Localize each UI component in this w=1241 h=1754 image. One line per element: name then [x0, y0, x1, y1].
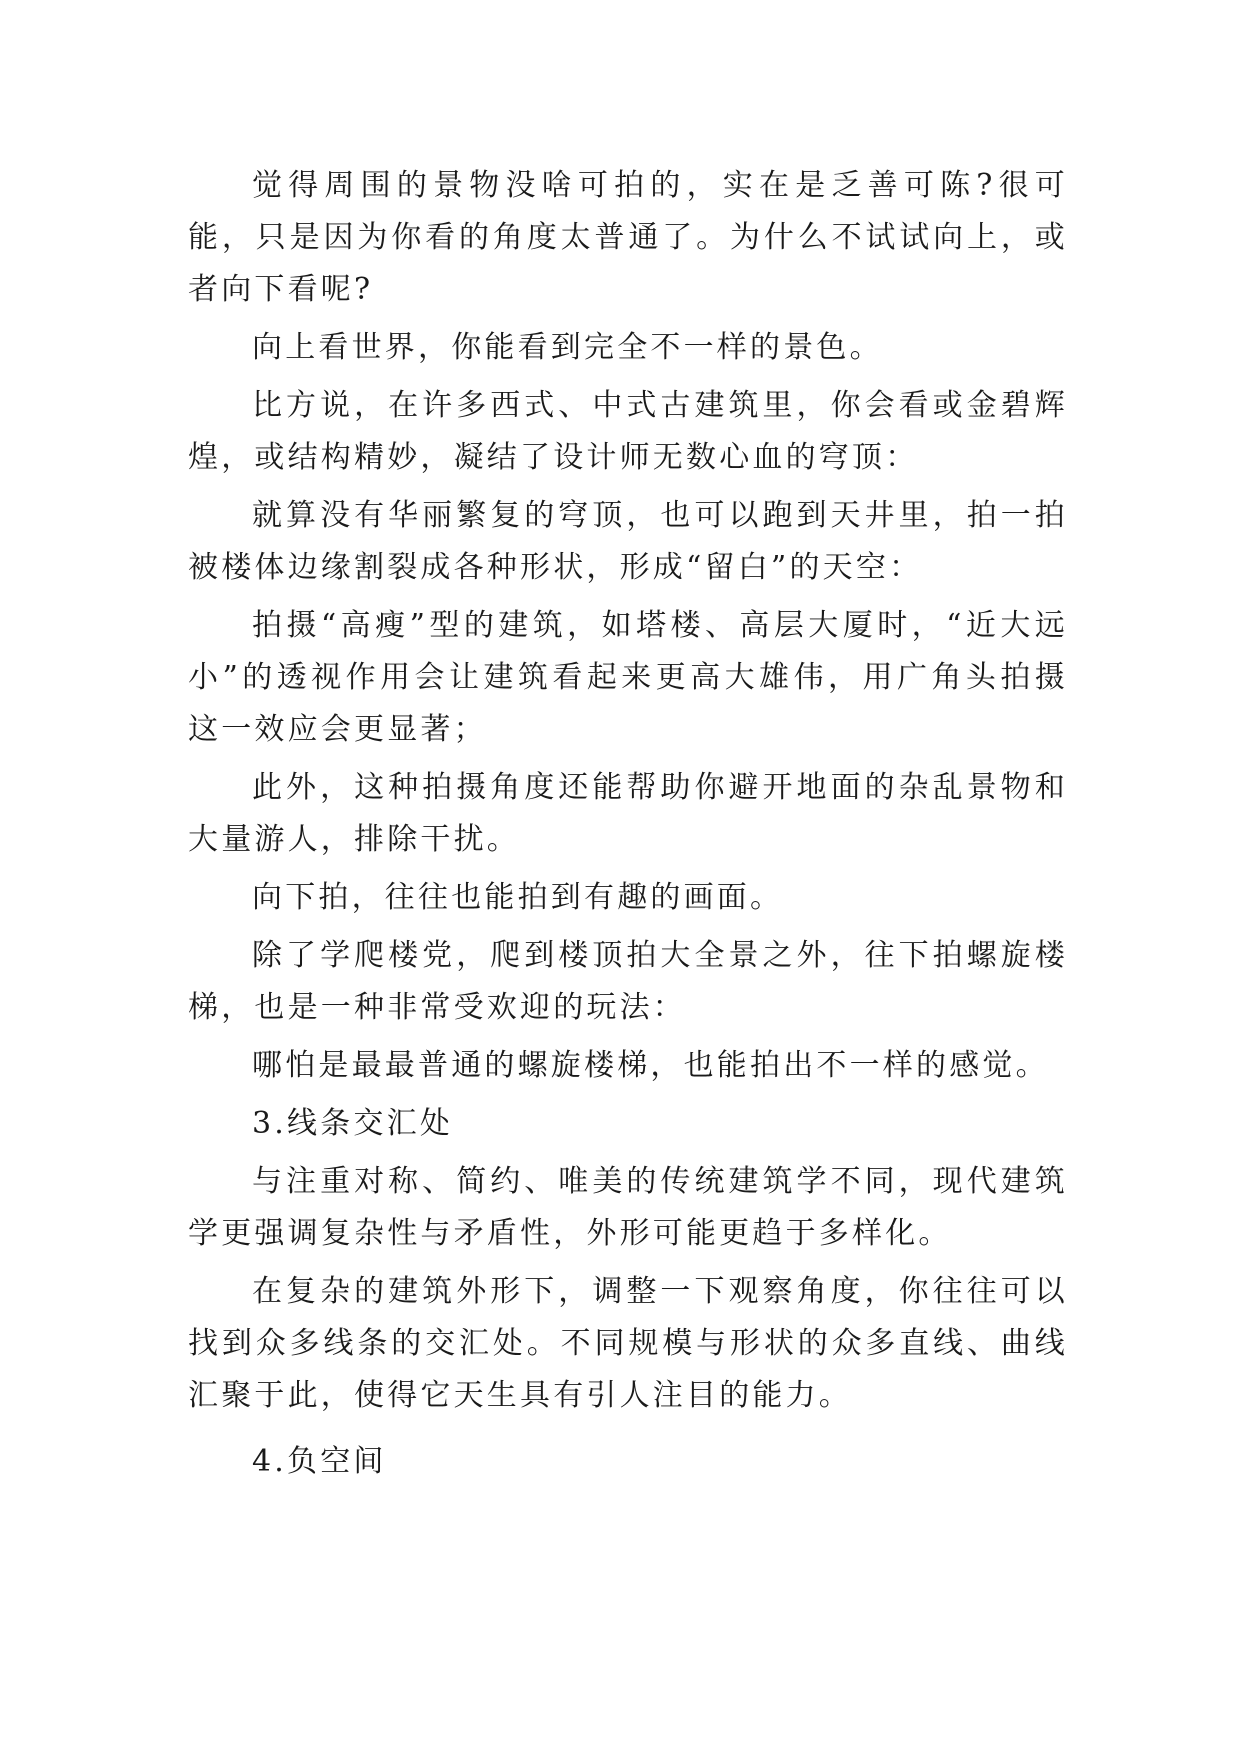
section-heading-lines-intersection: 3.线条交汇处 [252, 1106, 454, 1141]
paragraph-spiral-stairs: 除了学爬楼党，爬到楼顶拍大全景之外，往下拍螺旋楼梯，也是一种非常受欢迎的玩法： [188, 938, 1068, 1025]
paragraph-domes: 比方说，在许多西式、中式古建筑里，你会看或金碧辉煌，或结构精妙，凝结了设计师无数心血的穹顶： [188, 388, 1068, 475]
paragraph-avoid-clutter: 此外，这种拍摄角度还能帮助你避开地面的杂乱景物和大量游人，排除干扰。 [188, 770, 1068, 857]
paragraph-intro: 觉得周围的景物没啥可拍的，实在是乏善可陈?很可能，只是因为你看的角度太普通了。为什么不试试向上，或者向下看呢? [188, 168, 1068, 307]
section-heading-negative-space: 4.负空间 [252, 1444, 387, 1479]
paragraph-courtyard-sky: 就算没有华丽繁复的穹顶，也可以跑到天井里，拍一拍被楼体边缘割裂成各种形状，形成“留白”的天空： [188, 498, 1068, 585]
paragraph-tall-buildings: 拍摄“高瘦”型的建筑，如塔楼、高层大厦时，“近大远小”的透视作用会让建筑看起来更高大雄伟，用广角头拍摄这一效应会更显著； [188, 608, 1068, 747]
paragraph-look-up: 向上看世界，你能看到完全不一样的景色。 [252, 330, 883, 365]
paragraph-modern-architecture: 与注重对称、简约、唯美的传统建筑学不同，现代建筑学更强调复杂性与矛盾性，外形可能更趋于多样化。 [188, 1164, 1068, 1251]
document-body [188, 160, 1068, 1488]
paragraph-ordinary-stairs: 哪怕是最最普通的螺旋楼梯，也能拍出不一样的感觉。 [252, 1048, 1049, 1083]
paragraph-line-convergence: 在复杂的建筑外形下，调整一下观察角度，你往往可以找到众多线条的交汇处。不同规模与形状的众多直线、曲线汇聚于此，使得它天生具有引人注目的能力。 [188, 1274, 1068, 1413]
paragraph-look-down: 向下拍，往往也能拍到有趣的画面。 [252, 880, 784, 915]
